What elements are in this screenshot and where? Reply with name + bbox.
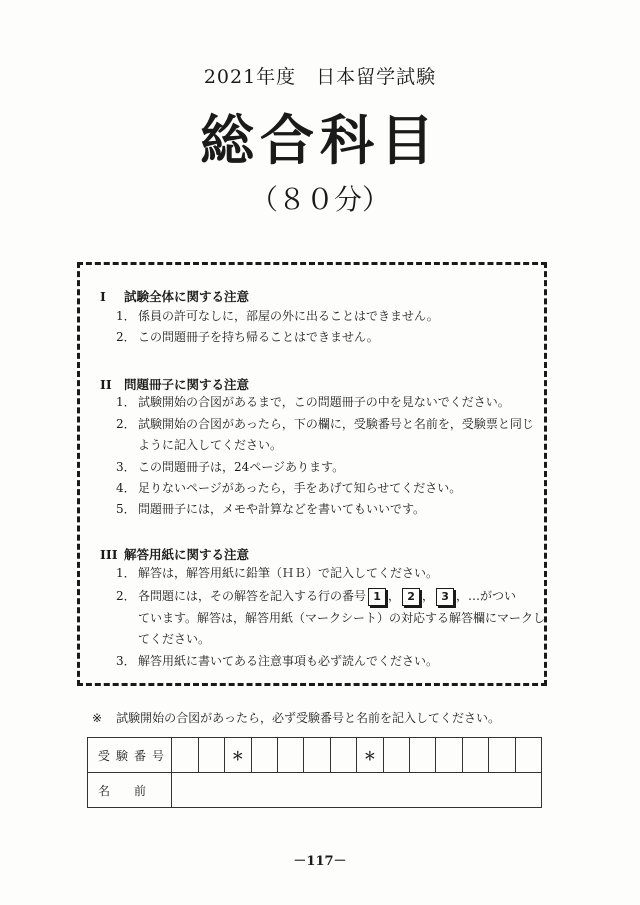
section-number: I (100, 289, 106, 304)
footnote-text: 試験開始の合図があったら，必ず受験番号と名前を記入してください。 (116, 711, 500, 725)
digit-cell[interactable] (304, 738, 330, 773)
exam-year: 2021年度 日本留学試験 (203, 66, 437, 88)
digit-cell[interactable] (198, 738, 224, 773)
list-item: 2． 各問題には，その解答を記入する行の番号 1 ， 2 ， 3 ，…がつい (116, 586, 546, 607)
item-text: 試験開始の合図があるまで，この問題冊子の中を見ないでください。 (138, 395, 510, 409)
name-row (88, 773, 542, 808)
item-number: 3． (116, 654, 136, 668)
row-number-box-3: 3 (436, 588, 454, 606)
page-number: －117－ (293, 854, 347, 869)
list-item (116, 392, 546, 413)
item-number: 5． (116, 502, 136, 516)
item-text: 係員の許可なしに，部屋の外に出ることはできません。 (138, 309, 439, 323)
item-number: 2． (116, 417, 136, 431)
digit-cell[interactable] (462, 738, 488, 773)
section-number: II (100, 377, 112, 392)
item-number: 1． (116, 395, 136, 409)
section-title: 試験全体に関する注意 (124, 289, 250, 304)
section-title: 問題冊子に関する注意 (124, 377, 250, 392)
digit-cell[interactable] (172, 738, 198, 773)
item-text: 各問題には，その解答を記入する行の番号 (138, 589, 367, 603)
item-text: 試験開始の合図があったら，下の欄に，受験番号と名前を，受験票と同じ (138, 417, 534, 431)
item-number: 2． (116, 330, 136, 344)
row-number-box-1: 1 (368, 588, 386, 606)
digit-cell[interactable] (515, 738, 541, 773)
item-number: 1． (116, 309, 136, 323)
note-mark: ※ (92, 711, 103, 725)
list-item (116, 414, 546, 435)
item-continuation: ように記入してください。 (138, 438, 283, 452)
item-text: 足りないページがあったら，手をあげて知らせてください。 (138, 481, 462, 495)
section-number: III (100, 547, 118, 562)
item-text: 問題冊子には，メモや計算などを書いてもいいです。 (138, 502, 426, 516)
name-field[interactable] (172, 773, 542, 808)
notice-box (77, 262, 547, 686)
list-item (116, 651, 546, 672)
list-item (116, 478, 546, 499)
list-item (116, 563, 546, 584)
item-number: 3． (116, 460, 136, 474)
digit-cell[interactable] (409, 738, 435, 773)
item-number: 1． (116, 566, 136, 580)
section-1-heading (100, 287, 249, 305)
list-item (116, 457, 546, 478)
item-number: 4． (116, 481, 136, 495)
item-text: この問題冊子は，24ページあります。 (138, 460, 345, 474)
digit-cell[interactable] (251, 738, 277, 773)
item-number: 2． (116, 589, 136, 603)
item-text-tail: ，…がつい (456, 589, 517, 603)
digit-cell[interactable] (489, 738, 515, 773)
name-label: 名 前 (88, 773, 172, 808)
item-text: この問題冊子を持ち帰ることはできません。 (138, 330, 379, 344)
exam-number-row (88, 738, 542, 773)
list-item (116, 499, 546, 520)
duration: （８０分） (249, 183, 390, 216)
digit-cell[interactable] (436, 738, 462, 773)
section-title: 解答用紙に関する注意 (124, 547, 250, 562)
list-item (116, 327, 546, 348)
item-text: 解答用紙に書いてある注意事項も必ず読んでください。 (138, 654, 439, 668)
section-3-heading (100, 545, 249, 563)
star-cell: ＊ (225, 738, 251, 773)
footnote (92, 709, 500, 726)
item-continuation: てください。 (138, 632, 211, 646)
digit-cell[interactable] (277, 738, 303, 773)
subject-title: 総合科目 (200, 108, 440, 172)
item-text: 解答は，解答用紙に鉛筆（ＨＢ）で記入してください。 (138, 566, 439, 580)
list-item (116, 306, 546, 327)
examinee-info-form (87, 737, 542, 808)
item-continuation: ています。解答は，解答用紙（マークシート）の対応する解答欄にマークし (138, 611, 546, 625)
row-number-box-2: 2 (402, 588, 420, 606)
digit-cell[interactable] (330, 738, 356, 773)
digit-cell[interactable] (383, 738, 409, 773)
exam-number-label: 受験番号 (88, 738, 172, 773)
section-2-heading (100, 375, 249, 393)
star-cell: ＊ (357, 738, 383, 773)
